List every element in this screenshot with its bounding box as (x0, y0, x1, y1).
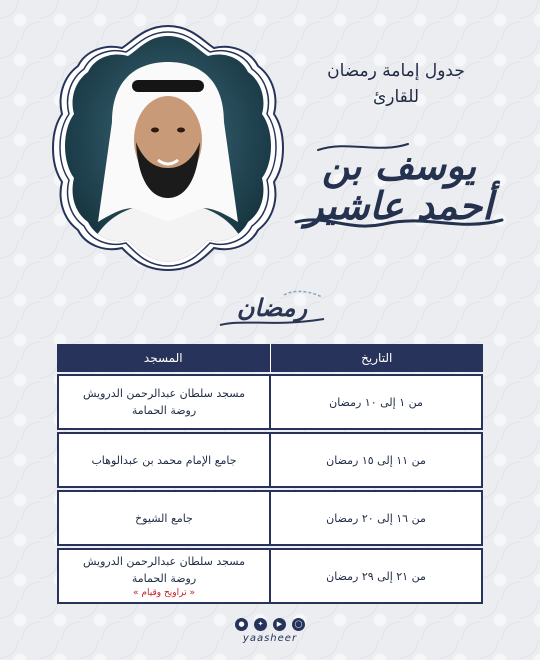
reciter-name: يوسف بن أحمد عاشير (305, 143, 493, 228)
date-text: من ١٦ إلى ٢٠ رمضان (326, 511, 426, 525)
mosque-cell (59, 376, 269, 428)
date-text: من ١١ إلى ١٥ رمضان (326, 453, 426, 467)
date-cell (269, 376, 481, 428)
youtube-icon[interactable]: ▶ (273, 618, 286, 631)
reciter-label: للقارئ (372, 87, 420, 107)
mosque-name: مسجد سلطان عبدالرحمن الدرويش (83, 555, 245, 568)
date-cell (269, 434, 481, 486)
mosque-cell (59, 550, 269, 602)
date-cell (269, 550, 481, 602)
mosque-cell (59, 434, 269, 486)
social-icons (0, 618, 540, 631)
date-text: من ٢١ إلى ٢٩ رمضان (326, 569, 426, 583)
mosque-name: مسجد سلطان عبدالرحمن الدرويش (83, 387, 245, 400)
portrait-frame (52, 22, 284, 274)
mosque-location: روضة الحمامة (131, 404, 197, 417)
table-row (57, 490, 483, 546)
column-header-mosque: المسجد (143, 351, 183, 365)
date-text: من ١ إلى ١٠ رمضان (329, 395, 423, 409)
reciter-name-calligraphy (288, 128, 510, 240)
column-header-date: التاريخ (270, 344, 484, 372)
table-row (57, 374, 483, 430)
mosque-name: جامع الشيوخ (135, 511, 193, 525)
schedule-title: جدول إمامة رمضان (327, 61, 465, 81)
table-row (57, 432, 483, 488)
ramadan-calligraphy (214, 285, 330, 333)
mosque-location: روضة الحمامة (131, 572, 197, 585)
ramadan-word: رمضان (236, 293, 308, 322)
prayer-note: « تراويح وقيام » (133, 588, 195, 598)
twitter-icon[interactable]: ✦ (254, 618, 267, 631)
mosque-name: جامع الإمام محمد بن عبدالوهاب (91, 453, 237, 467)
mosque-cell (59, 492, 269, 544)
social-handle[interactable]: yaasheer (242, 633, 298, 644)
snapchat-icon[interactable]: ● (235, 618, 248, 631)
schedule-table (57, 344, 483, 604)
table-row (57, 548, 483, 604)
header-title-block (296, 58, 496, 110)
reciter-portrait (52, 22, 284, 274)
date-cell (269, 492, 481, 544)
instagram-icon[interactable]: ◯ (292, 618, 305, 631)
table-header (57, 344, 483, 372)
